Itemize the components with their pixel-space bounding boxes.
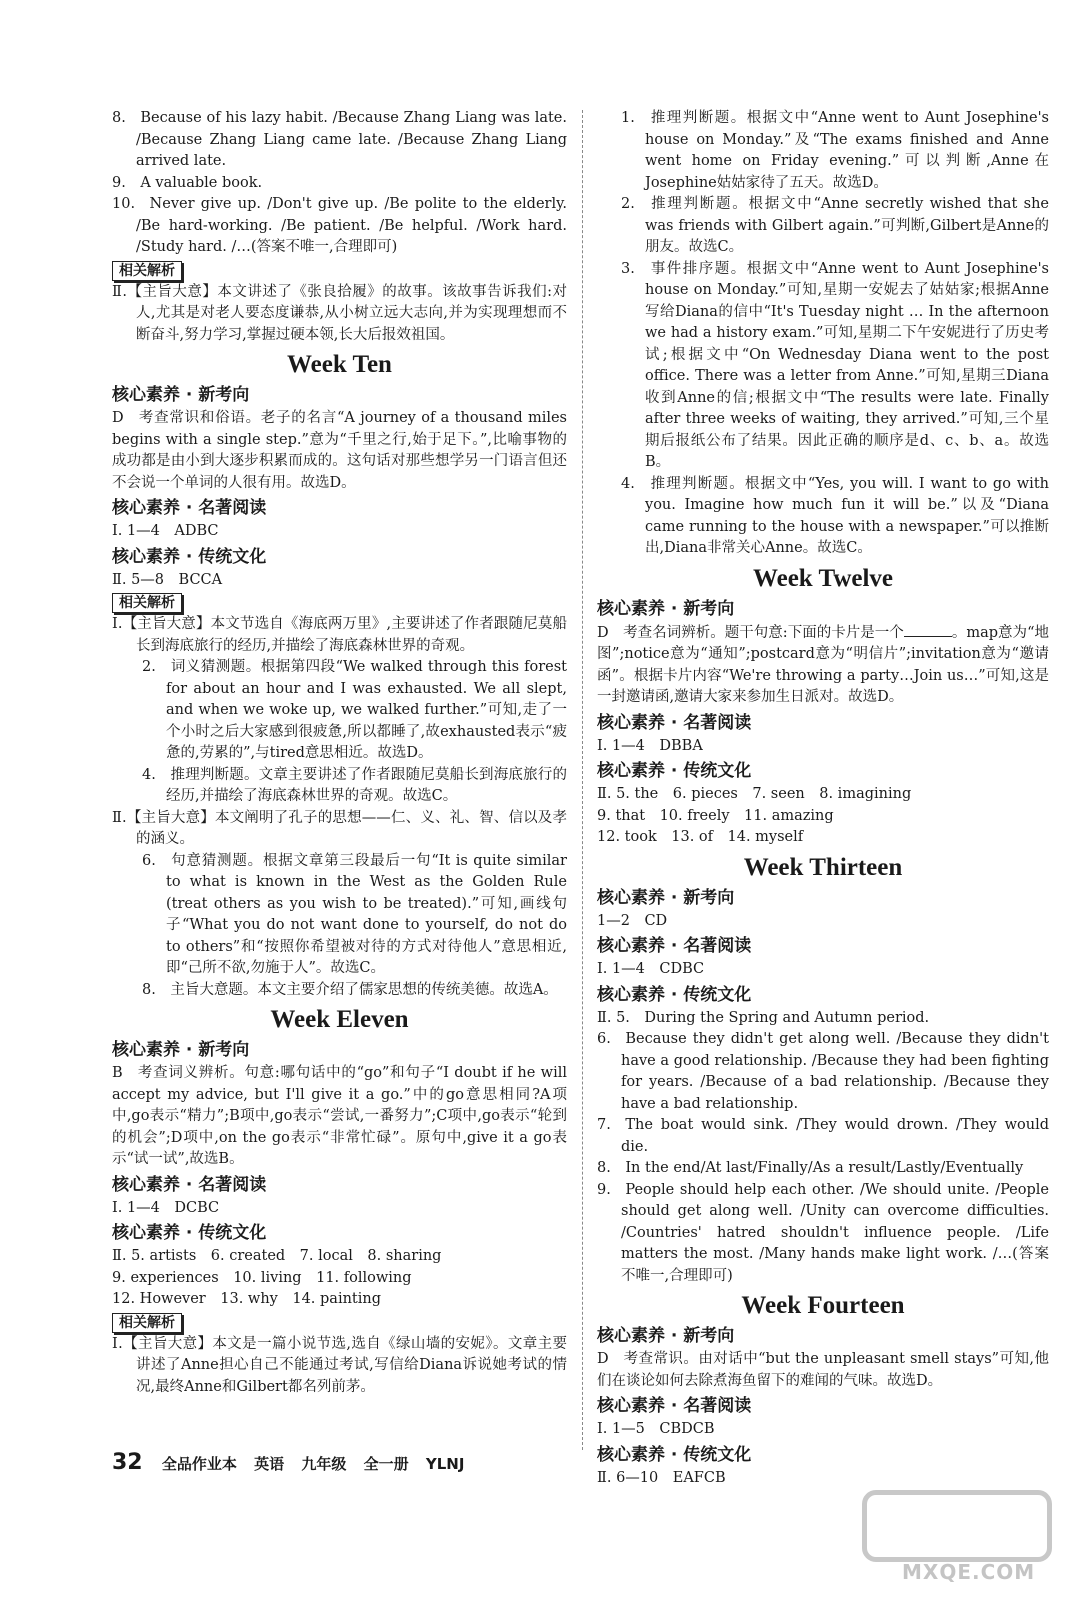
w10-new-exam-answer: D 考查常识和俗语。老子的名言“A journey of a thousand miles begins with a single step.”意为“千里之行,始于足下。”,比喻事物的成功都是由小到大逐步积累而成的。这句话对那些想学另一门语言但还不会说一个单词的人很有用。故选D。 (112, 410, 567, 491)
w12-culture-answer-2: 9. that 10. freely 11. amazing (597, 807, 834, 824)
w13-classic-answer: Ⅰ. 1—4 CDBC (597, 961, 705, 977)
w13-culture-answer-7: 7. The boat would sink. /They would drown. /They would die. (597, 1117, 1049, 1155)
volume-label: 全一册 (363, 1455, 409, 1473)
w10-explanation-1: Ⅰ.【主旨大意】本文节选自《海底两万里》,主要讲述了作者跟随尼莫船长到海底旅行的经历,并描绘了海底森林世界的奇观。 (112, 616, 567, 654)
w12-culture-answer-1: Ⅱ. 5. the 6. pieces 7. seen 8. imagining (597, 786, 912, 802)
w14-new-exam-answer: D 考查常识。由对话中“but the unpleasant smell stays”可知,他们在谈论如何去除煮海鱼留下的难闻的气味。故选D。 (597, 1351, 1049, 1389)
book-title: 全品作业本 (161, 1455, 237, 1473)
watermark-logo (862, 1490, 1052, 1590)
w11-explanation-1: Ⅰ.【主旨大意】本文是一篇小说节选,选自《绿山墙的安妮》。文章主要讲述了Anne担心自己不能通过考试,写信给Diana诉说她考试的情况,最终Anne和Gilbert都名列前茅。 (112, 1335, 567, 1395)
page-number: 32 (112, 1450, 143, 1475)
w13-culture-answer-9: 9. People should help each other. /We should unite. /People should get along well. /Unity can overcome difficulties. /Countries' hatred shouldn't influence people. /Life matters the most. /Many hands make light work. /…(答案不唯一,合理即可) (597, 1181, 1049, 1284)
related-analysis-tag: 相关解析 (112, 1313, 182, 1333)
answer-blank (904, 622, 952, 637)
w14-classic-answer: Ⅰ. 1—5 CBDCB (597, 1421, 715, 1437)
w10-explanation-6: 6. 句意猜测题。根据文章第三段最后一句“It is quite similar to what is known in the West as the Golden Rule (treat others as you wish to be treated).”可知,画线句子“What you do not want done to yourself, do not do to others”和“按照你希望被对待的方式对待他人”意思相近,即“己所不欲,勿施于人”。故选C。 (142, 852, 567, 976)
grade-label: 九年级 (301, 1455, 347, 1473)
section-heading-classic-reading: 核心素养 · 名著阅读 (597, 936, 752, 956)
edition-code: YLNJ (425, 1455, 465, 1473)
section-heading-new-exam: 核心素养 · 新考向 (597, 598, 735, 619)
w11-explanation-q4: 4. 推理判断题。根据文中“Yes, you will. I want to go with you. Imagine how much fun it will be.”以及“Diana came running to the house with a newspaper.”可以推断出,Diana非常关心Anne。故选C。 (621, 475, 1049, 556)
w13-culture-answer-6: 6. Because they didn't get along well. /Because they didn't have a good relationship. /Because they had been fighting for years. /Because of a bad relationship. /Because they have a bad relationship. (597, 1031, 1049, 1112)
page-footer (112, 1450, 476, 1475)
w12-new-exam-answer: D 考查名词辨析。题干句意:下面的卡片是一个 。map意为“地图”;notice意为“通知”;postcard意为“明信片”;invitation意为“邀请函”。根据卡片内容“We're throwing a party…Join us…”可知,这是一封邀请函,邀请大家来参加生日派对。故选D。 (597, 622, 1049, 709)
w12-culture-answer-3: 12. took 13. of 14. myself (597, 829, 804, 845)
column-divider (582, 110, 583, 1450)
related-analysis-tag: 相关解析 (112, 261, 182, 281)
section-heading-new-exam: 核心素养 · 新考向 (112, 1040, 250, 1060)
w10-explanation-4: 4. 推理判断题。文章主要讲述了作者跟随尼莫船长到海底旅行的经历,并描绘了海底森林世界的奇观。故选C。 (142, 766, 567, 804)
section-heading-traditional-culture: 核心素养 · 传统文化 (597, 1444, 752, 1465)
explanation-zhangliang: Ⅱ.【主旨大意】本文讲述了《张良拾履》的故事。该故事告诉我们:对人,尤其是对老人要态度谦恭,从小树立远大志向,并为实现理想而不断奋斗,努力学习,掌握过硬本领,长大后报效祖国。 (112, 283, 567, 343)
w10-explanation-2: 2. 词义猜测题。根据第四段“We walked through this forest for about an hour and I was exhausted. We all slept, and when we woke up, we walked further.”可知,走了一个小时之后大家感到很疲惫,所以都睡了,故exhausted表示“疲惫的,劳累的”,与tired意思相近。故选D。 (142, 659, 567, 761)
w11-explanation-q2: 2. 推理判断题。根据文中“Anne secretly wished that she was friends with Gilbert again.”可判断,Gilbert是Anne的朋友。故选C。 (621, 196, 1049, 255)
w11-explanation-q3: 3. 事件排序题。根据文中“Anne went to Aunt Josephine's house on Monday.”可知,星期一安妮去了姑姑家;根据Anne写给Diana的信中“It's Tuesday night … In the afternoon we had a history exam.”可知,星期二下午安妮进行了历史考试;根据文中“On Wednesday Diana went to the post office. There was a letter from Anne.”可知,星期三Diana收到Anne的信;根据文中“The results were late. Finally after three weeks of waiting, they arrived.”可知,三个星期后报纸公布了结果。因此正确的顺序是d、c、b、a。故选B。 (621, 260, 1049, 470)
week-fourteen-heading: Week Fourteen (741, 1292, 905, 1319)
subject-label: 英语 (254, 1455, 285, 1473)
week-ten-heading: Week Ten (287, 351, 392, 378)
w11-culture-answer-1: Ⅱ. 5. artists 6. created 7. local 8. sharing (112, 1248, 442, 1264)
w13-culture-answer-5: Ⅱ. 5. During the Spring and Autumn period. (597, 1009, 930, 1026)
related-analysis-tag: 相关解析 (112, 593, 182, 613)
section-heading-traditional-culture: 核心素养 · 传统文化 (112, 1223, 267, 1243)
section-heading-classic-reading: 核心素养 · 名著阅读 (597, 1396, 752, 1416)
week-thirteen-heading: Week Thirteen (743, 853, 903, 881)
w10-explanation-ii: Ⅱ.【主旨大意】本文阐明了孔子的思想——仁、义、礼、智、信以及孝的涵义。 (112, 809, 567, 847)
section-heading-new-exam: 核心素养 · 新考向 (597, 887, 735, 908)
w11-culture-answer-2: 9. experiences 10. living 11. following (112, 1269, 412, 1286)
section-heading-classic-reading: 核心素养 · 名著阅读 (597, 712, 752, 733)
w14-culture-answer: Ⅱ. 6—10 EAFCB (597, 1469, 726, 1486)
section-heading-new-exam: 核心素养 · 新考向 (597, 1326, 735, 1346)
section-heading-classic-reading: 核心素养 · 名著阅读 (112, 498, 267, 518)
section-heading-traditional-culture: 核心素养 · 传统文化 (112, 546, 267, 567)
week-twelve-heading: Week Twelve (752, 564, 894, 592)
w11-new-exam-answer: B 考查词义辨析。句意:哪句话中的“go”和句子“I doubt if he will accept my advice, but I'll give it a go.”中的go意思相同?A项中,go表示“精力”;B项中,go表示“尝试,一番努力”;C项中,go表示“轮到的机会”;D项中,on the go表示“非常忙碌”。原句中,give it a go表示“试一试”,故选B。 (112, 1065, 567, 1167)
w11-culture-answer-3: 12. However 13. why 14. painting (112, 1291, 382, 1307)
w12-classic-answer: Ⅰ. 1—4 DBBA (597, 737, 703, 754)
section-heading-classic-reading: 核心素养 · 名著阅读 (112, 1174, 267, 1195)
w13-culture-answer-8: 8. In the end/At last/Finally/As a result/Lastly/Eventually (597, 1160, 1024, 1176)
week-eleven-heading: Week Eleven (270, 1006, 409, 1033)
answer-8: 8. Because of his lazy habit. /Because Zhang Liang was late. /Because Zhang Liang came late. /Because Zhang Liang arrived late. (112, 110, 567, 169)
left-column (112, 108, 567, 1398)
section-heading-traditional-culture: 核心素养 · 传统文化 (597, 984, 752, 1005)
w10-culture-answer: Ⅱ. 5—8 BCCA (112, 571, 223, 588)
w10-classic-answer: Ⅰ. 1—4 ADBC (112, 523, 219, 539)
answer-10: 10. Never give up. /Don't give up. /Be polite to the elderly. /Be hard-working. /Be patient. /Be helpful. /Work hard. /Study hard. /…(答案不唯一,合理即可) (112, 196, 567, 255)
watermark-badge-icon (862, 1490, 1052, 1562)
right-column (597, 108, 1049, 1489)
section-heading-new-exam: 核心素养 · 新考向 (112, 385, 250, 405)
w11-explanation-q1: 1. 推理判断题。根据文中“Anne went to Aunt Josephine's house on Monday.”及“The exams finished and Anne went home on Friday evening.”可以判断,Anne在Josephine姑姑家待了五天。故选D。 (621, 110, 1049, 191)
w10-explanation-8: 8. 主旨大意题。本文主要介绍了儒家思想的传统美德。故选A。 (142, 981, 558, 998)
answer-9: 9. A valuable book. (112, 174, 263, 191)
section-heading-traditional-culture: 核心素养 · 传统文化 (597, 761, 752, 781)
watermark-text: MXQE.COM (902, 1560, 1036, 1584)
w11-classic-answer: Ⅰ. 1—4 DCBC (112, 1199, 220, 1216)
w13-new-exam-answer: 1—2 CD (597, 912, 668, 929)
